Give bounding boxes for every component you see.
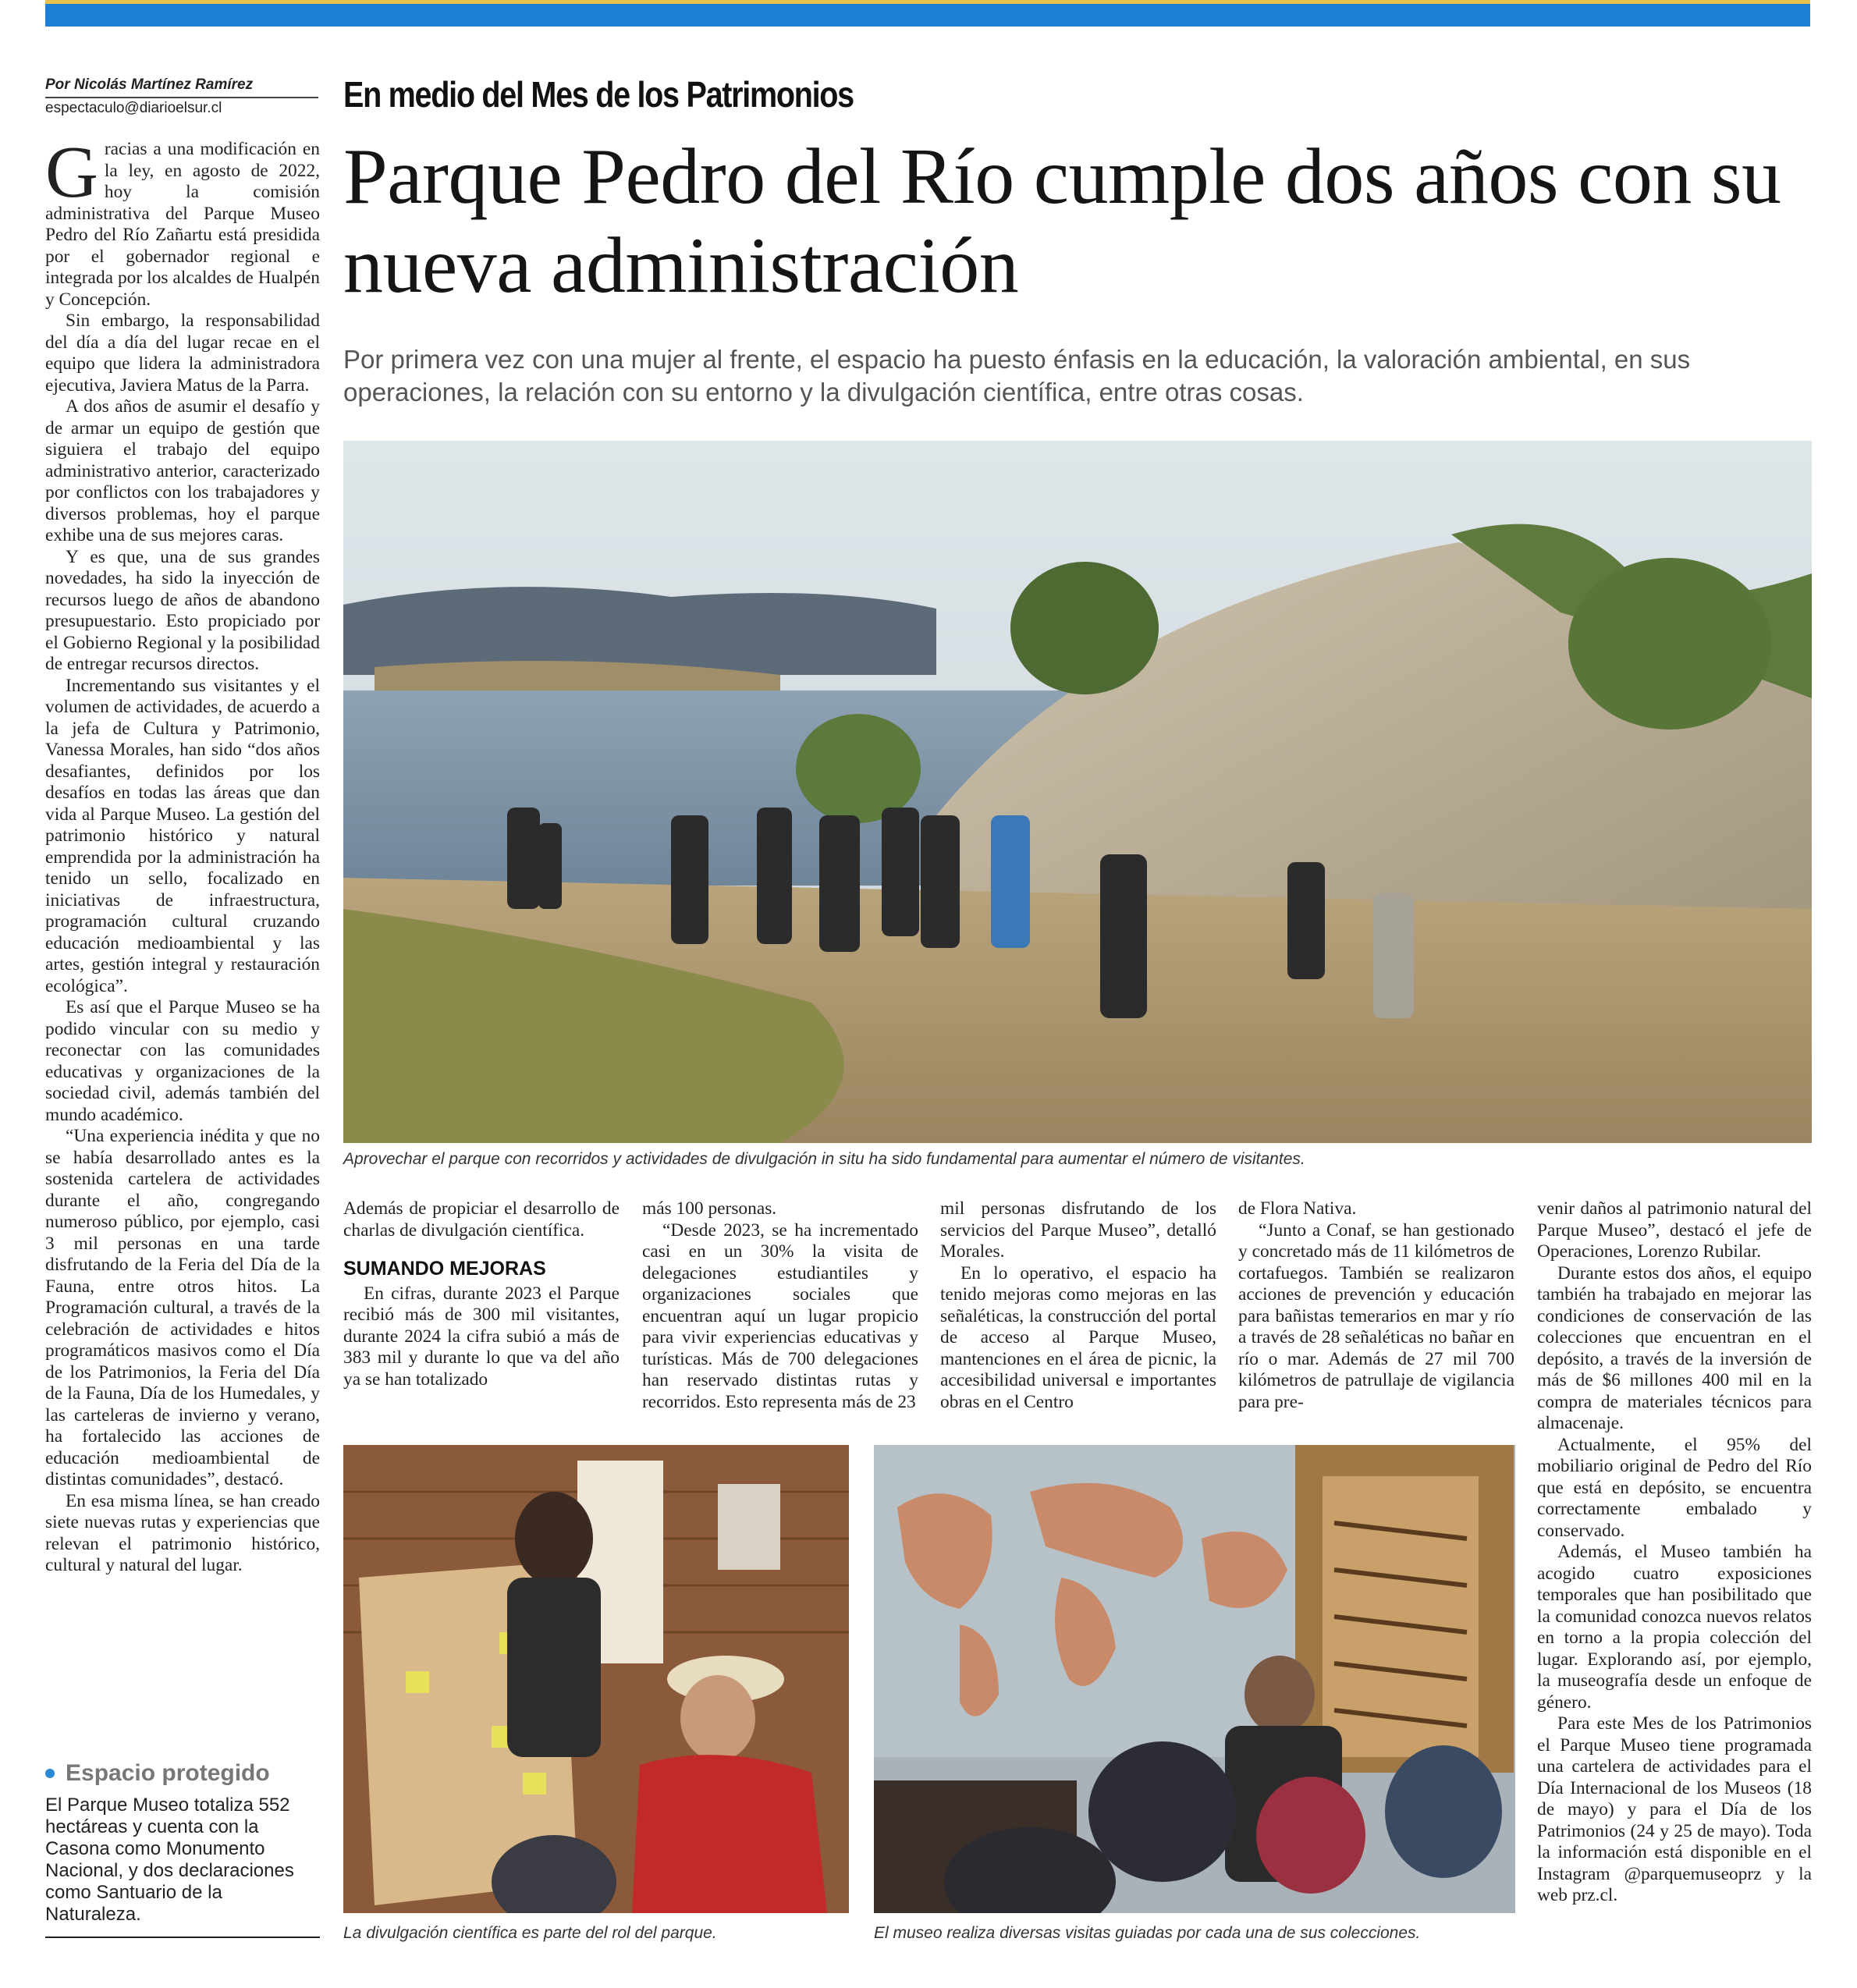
paragraph: Sin embargo, la responsabilidad del día a día del lugar recae en el equipo que lidera la administradora ejecutiva, Javiera Matus de la Parra. [45, 311, 320, 396]
museum-photo-caption: El museo realiza diversas visitas guiadas por cada una de sus colecciones. [874, 1924, 1421, 1942]
paragraph: de Flora Nativa. [1238, 1198, 1357, 1219]
paragraph: “Junto a Conaf, se han gestionado y concretado más de 11 kilómetros de cortafuegos. También se realizaron acciones de prevención y educación para bañistas temerarios en mar y río a través de 28 señaléticas no bañar en río o mar. Además de 27 mil 700 kilómetros de patrullaje de vigilancia para pre- [1238, 1219, 1514, 1412]
paragraph: mil personas disfrutando de los servicios del Parque Museo”, detalló Morales. [940, 1198, 1216, 1262]
workshop-photo [343, 1445, 849, 1913]
paragraph: En lo operativo, el espacio ha tenido mejoras como mejoras en las señaléticas, la construcción del portal de acceso al Parque Museo, mantenciones en el área de picnic, la accesibilidad universal e importantes obras en el Centro [940, 1262, 1216, 1412]
top-color-bar [45, 0, 1810, 27]
paragraph: venir daños al patrimonio natural del Parque Museo”, destacó el jefe de Operaciones, Lorenzo Rubilar. [1537, 1198, 1812, 1262]
headline: Parque Pedro del Río cumple dos años con su nueva administración [343, 133, 1781, 310]
drop-cap: G [45, 132, 98, 213]
section-subhead: SUMANDO MEJORAS [343, 1258, 546, 1280]
column-4 [1238, 1198, 1514, 1413]
main-photo-caption: Aprovechar el parque con recorridos y actividades de divulgación in situ ha sido fundamental para aumentar el número de visitantes. [343, 1150, 1305, 1168]
paragraph: Además, el Museo también ha acogido cuatro exposiciones temporales que han posibilitado que la comunidad conozca nuevos relatos en torno a la propia colección del lugar. Explorando así, por ejemplo, la museografía desde un enfoque de género. [1537, 1542, 1812, 1713]
workshop-photo-caption: La divulgación científica es parte del rol del parque. [343, 1924, 717, 1942]
paragraph: “Una experiencia inédita y que no se había desarrollado antes es la sostenida cartelera de actividades durante el año, congregando numeroso público, por ejemplo, casi 3 mil personas en una tarde disfrutando de la Feria del Día de la Fauna, entre otros hitos. La Programación cultural, a través de la celebración de actividades e hitos programáticos masivos como el Día de los Patrimonios, la Feria del Día de la Fauna, Día de los Humedales, y las carteleras de invierno y verano, ha fortalecido las acciones de educación medioambiental de distintas comunidades”, destacó. [45, 1126, 320, 1489]
bullet-icon [45, 1769, 55, 1778]
paragraph: “Desde 2023, se ha incrementado casi en un 30% la visita de delegaciones estudiantiles y organizaciones sociales que encuentran aquí un lugar propicio para vivir experiencias educativas y turísticas. Más de 700 delegaciones han reservado distintas rutas y recorridos. Esto representa más de 23 [642, 1219, 918, 1412]
column-1 [343, 1198, 620, 1390]
deck: Por primera vez con una mujer al frente, el espacio ha puesto énfasis en la educación, la valoración ambiental, en sus operaciones, la relación con su entorno y la divulgación científica, entre otras cosas. [343, 345, 1691, 406]
sidebar-title: Espacio protegido [45, 1760, 320, 1787]
column-2 [642, 1198, 918, 1413]
paragraph: Durante estos dos años, el equipo también ha trabajado en mejorar las condiciones de conservación de las colecciones que encuentran en el depósito, a través de la inversión de más de $6 millones 400 mil en la compra de materiales técnicos para almacenaje. [1537, 1262, 1812, 1433]
museum-photo [874, 1445, 1515, 1913]
sidebar-text: El Parque Museo totaliza 552 hectáreas y cuenta con la Casona como Monumento Nacional, y dos declaraciones como Santuario de la Naturaleza. [45, 1795, 320, 1938]
paragraph: En cifras, durante 2023 el Parque recibió más de 300 mil visitantes, durante 2024 la cifra subió a más de 383 mil y durante lo que va del año ya se han totalizado [343, 1283, 620, 1390]
paragraph: Es así que el Parque Museo se ha podido vincular con su medio y reconectar con las comunidades educativas y organizaciones de la sociedad civil, además también del mundo académico. [45, 997, 320, 1125]
lead-column [45, 132, 320, 1577]
column-5 [1537, 1198, 1812, 1907]
column-3 [940, 1198, 1216, 1413]
byline [45, 75, 318, 119]
paragraph: Incrementando sus visitantes y el volumen de actividades, de acuerdo a la jefa de Cultura y Patrimonio, Vanessa Morales, han sido “dos años desafiantes, definidos por los desafíos en todas las áreas que dan vida al Parque Museo. La gestión del patrimonio histórico y natural emprendida por la administración ha tenido un sello, focalizado en iniciativas de infraestructura, programación cultural cruzando educación medioambiental y las artes, gestión integral y restauración ecológica”. [45, 675, 320, 996]
paragraph: En esa misma línea, se han creado siete nuevas rutas y experiencias que relevan el patrimonio histórico, cultural y natural del lugar. [45, 1490, 320, 1575]
paragraph: Actualmente, el 95% del mobiliario original de Pedro del Río que está en depósito, se encuentra correctamente embalado y conservado. [1537, 1434, 1812, 1541]
paragraph: más 100 personas. [642, 1198, 777, 1219]
paragraph: Además de propiciar el desarrollo de charlas de divulgación científica. [343, 1198, 620, 1241]
paragraph: Para este Mes de los Patrimonios el Parque Museo tiene programada una cartelera de actividades para el Día Internacional de los Museos (18 de mayo) y para el Día de los Patrimonios (24 y 25 de mayo). Toda la información está disponible en el Instagram @parquemuseoprz y la web prz.cl. [1537, 1713, 1812, 1905]
kicker: En medio del Mes de los Patrimonios [343, 74, 854, 115]
sidebar-box [45, 1760, 320, 1938]
author-email: espectaculo@diarioelsur.cl [45, 100, 222, 116]
lead-paragraph: Gracias a una modificación en la ley, en agosto de 2022, hoy la comisión administrativa del Parque Museo Pedro del Río Zañartu está presidida por el gobernador regional e integrada por los alcaldes de Hualpén y Concepción. [45, 132, 320, 310]
main-photo [343, 441, 1812, 1143]
paragraph: Y es que, una de sus grandes novedades, ha sido la inyección de recursos luego de años de abandono presupuestario. Esto propiciado por el Gobierno Regional y la posibilidad de entregar recursos directos. [45, 546, 320, 674]
author-name: Por Nicolás Martínez Ramírez [45, 75, 318, 98]
paragraph: A dos años de asumir el desafío y de armar un equipo de gestión que siguiera el trabajo del equipo administrativo anterior, caracterizado por conflictos con los trabajadores y diversos problemas, hoy el parque exhibe una de sus mejores caras. [45, 396, 320, 545]
